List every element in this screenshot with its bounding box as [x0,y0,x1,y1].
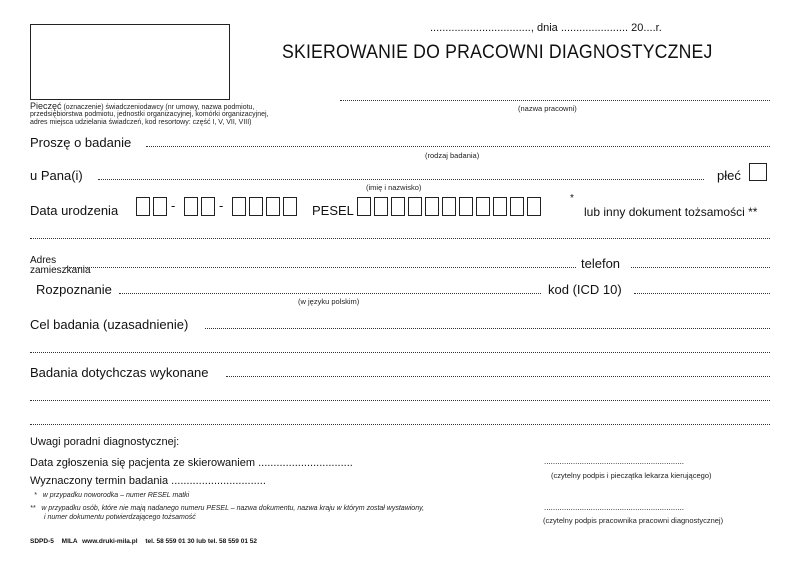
identity-document-field[interactable] [30,238,770,239]
remarks-label: Uwagi poradni diagnostycznej: [30,436,180,448]
pesel-cell[interactable] [476,197,490,216]
stamp-description-1: (oznaczenie) świadczeniodawcy (nr umowy, nazwa podmiotu, [63,104,255,111]
phone-field[interactable] [631,267,770,268]
dob-month-cell[interactable] [184,197,198,216]
dob-separator-1: - [171,198,176,213]
diagnosis-label: Rozpoznanie [36,282,112,297]
patient-label: u Pana(i) [30,168,83,183]
lab-name-field[interactable] [340,100,770,101]
place-dots[interactable]: ................................. [430,22,531,34]
diagnosis-caption: (w języku polskim) [298,297,360,306]
dob-year-cell[interactable] [266,197,280,216]
pesel-cell[interactable] [391,197,405,216]
dob-separator-2: - [219,198,224,213]
scheduled-date-label: Wyznaczony termin badania [30,475,169,487]
note-2-line2: i numer dokumentu potwierdzającego tożsamość [44,514,196,521]
pesel-cell[interactable] [442,197,456,216]
scheduled-date-row [30,475,266,487]
phone-numbers: tel. 58 559 01 30 lub tel. 58 559 01 52 [145,538,257,545]
pesel-cell[interactable] [408,197,422,216]
previous-tests-field-line1[interactable] [226,376,770,377]
note-2 [30,505,424,512]
pesel-cell[interactable] [425,197,439,216]
icd-label: kod (ICD 10) [548,282,622,297]
lab-name-caption: (nazwa pracowni) [518,104,577,113]
lab-signature-caption: (czytelny podpis pracownika pracowni diagnostycznej) [543,516,724,525]
other-document-label: lub inny dokument tożsamości ** [584,205,758,219]
address-label [30,256,91,276]
doctor-signature-caption: (czytelny podpis i pieczątka lekarza kierującego) [551,471,712,480]
report-date-field[interactable]: ............................... [258,457,353,469]
address-label-line1: Adres [30,255,57,266]
purpose-field-line1[interactable] [205,328,770,329]
pesel-cell[interactable] [527,197,541,216]
phone-label: telefon [581,256,621,271]
stamp-description-3: adres miejsca udzielania świadczeń, kod resortowy: część I, V, VII, VIII) [30,119,252,126]
diagnosis-field[interactable] [119,293,541,294]
note-1 [34,492,189,499]
previous-tests-field-line2[interactable] [30,400,770,401]
sex-label: płeć [717,168,741,183]
address-label-line2: zamieszkania [30,265,91,276]
form-code: SDPD-5 [30,538,54,545]
dob-year-cell[interactable] [283,197,297,216]
note-1-text: w przypadku noworodka – numer RESEL matki [42,492,190,499]
pesel-cell[interactable] [493,197,507,216]
brand-name: MILA [61,538,78,545]
year-prefix: 20 [631,22,644,34]
pesel-cell[interactable] [459,197,473,216]
date-dots[interactable]: ...................... [560,22,629,34]
report-date-label: Data zgłoszenia się pacjenta ze skierowaniem [30,457,256,469]
lab-signature-field[interactable]: ............................................................... [544,503,685,512]
pesel-cell[interactable] [510,197,524,216]
dob-day-cell[interactable] [136,197,150,216]
purpose-field-line2[interactable] [30,352,770,353]
stamp-description-2: przedsiębiorstwa podmiotu, jednostki organizacyjnej, komórki organizacyjnej, [30,111,269,118]
year-dots[interactable]: .... [643,22,656,34]
doctor-signature-field[interactable]: ............................................................... [544,457,685,466]
dob-year-cell[interactable] [232,197,246,216]
dob-label: Data urodzenia [30,203,119,218]
stamp-title: Pieczęć [30,101,62,111]
address-field[interactable] [66,267,576,268]
purpose-label: Cel badania (uzasadnienie) [30,317,189,332]
request-caption: (rodzaj badania) [425,151,480,160]
website-link[interactable]: www.druki-mila.pl [82,538,138,545]
pesel-star: * [570,193,574,204]
stamp-box [30,24,230,100]
report-date-row [30,457,353,469]
footer [30,538,257,545]
scheduled-date-field[interactable]: ............................... [171,475,266,487]
dob-year-cell[interactable] [249,197,263,216]
date-line [430,22,662,34]
sex-checkbox[interactable] [749,163,767,181]
patient-caption: (imię i nazwisko) [366,183,422,192]
page-title: SKIEROWANIE DO PRACOWNI DIAGNOSTYCZNEJ [282,42,713,63]
dob-day-cell[interactable] [153,197,167,216]
year-suffix: r. [655,22,662,34]
note-2-line1: w przypadku osób, które nie mają nadanego numeru PESEL – nazwa dokumentu, nazwa kraju w którym został wystawiony, [41,505,425,512]
pesel-label: PESEL [312,203,354,218]
pesel-cell[interactable] [357,197,371,216]
dob-month-cell[interactable] [201,197,215,216]
previous-tests-label: Badania dotychczas wykonane [30,365,209,380]
previous-tests-field-line3[interactable] [30,424,770,425]
icd-field[interactable] [634,293,770,294]
request-label: Proszę o badanie [30,135,132,150]
pesel-cell[interactable] [374,197,388,216]
date-label: , dnia [530,22,558,34]
request-field[interactable] [146,146,770,147]
patient-name-field[interactable] [98,179,704,180]
note-2-mark: ** [30,505,36,512]
note-1-mark: * [34,492,37,499]
